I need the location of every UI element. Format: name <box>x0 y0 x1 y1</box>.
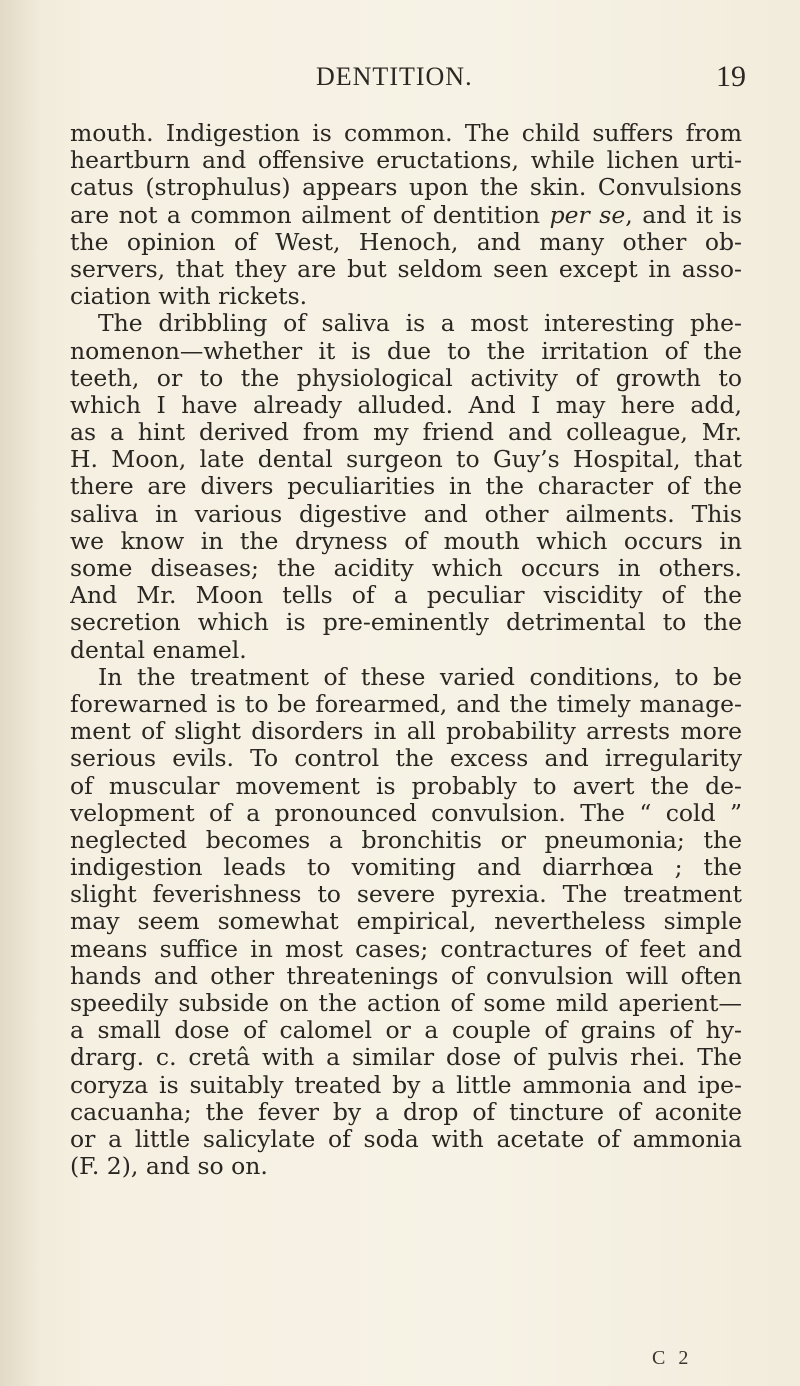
text-line: or a little salicylate of soda with acetate of ammonia <box>70 1125 742 1153</box>
text-line: some diseases; the acidity which occurs in others. <box>70 555 742 582</box>
text-line: In the treatment of these varied conditions, to be <box>98 663 742 691</box>
text-line: hands and other threatenings of convulsion will often <box>70 962 742 990</box>
text-line: catus (strophulus) appears upon the skin. Convulsions <box>70 174 742 202</box>
text-line: mouth. Indigestion is common. The child suffers from <box>70 120 742 147</box>
page-gutter-shadow <box>0 0 40 1386</box>
text-line: The dribbling of saliva is a most interesting phe- <box>98 310 742 338</box>
text-line: heartburn and offensive eructations, while lichen urti- <box>70 147 742 175</box>
signature-mark: C 2 <box>652 1347 693 1369</box>
running-head <box>0 60 800 100</box>
body-text <box>70 120 742 1180</box>
text-line: And Mr. Moon tells of a peculiar viscidity of the <box>70 582 742 610</box>
text-line: coryza is suitably treated by a little ammonia and ipe- <box>70 1071 742 1099</box>
text-line: means suffice in most cases; contractures of feet and <box>70 935 742 963</box>
text-line: drarg. c. cretâ with a similar dose of pulvis rhei. The <box>70 1044 742 1072</box>
text-line: forewarned is to be forearmed, and the timely manage- <box>70 690 742 718</box>
text-line: ciation with rickets. <box>70 283 308 311</box>
text-line: H. Moon, late dental surgeon to Guy’s Hospital, that <box>70 446 742 474</box>
text-line: speedily subside on the action of some mild aperient— <box>70 990 742 1017</box>
text-line: nomenon—whether it is due to the irritation of the <box>70 337 742 365</box>
italic-phrase: per se <box>549 201 626 229</box>
text-line: as a hint derived from my friend and colleague, Mr. <box>70 419 742 447</box>
text-line: (F. 2), and so on. <box>70 1153 268 1181</box>
text-line: may seem somewhat empirical, nevertheless simple <box>70 908 742 936</box>
text-line: dental enamel. <box>70 636 247 664</box>
text-line: are not a common ailment of dentition per se, and it is <box>70 201 742 229</box>
text-line: a small dose of calomel or a couple of grains of hy- <box>70 1017 742 1045</box>
text-line: neglected becomes a bronchitis or pneumonia; the <box>70 826 742 854</box>
text-line: we know in the dryness of mouth which occurs in <box>70 527 742 555</box>
text-line: there are divers peculiarities in the character of the <box>70 473 742 501</box>
text-line: teeth, or to the physiological activity of growth to <box>70 364 742 392</box>
text-line: the opinion of West, Henoch, and many other ob- <box>70 228 742 256</box>
text-line: secretion which is pre-eminently detrimental to the <box>70 609 742 637</box>
text-line: serious evils. To control the excess and irregularity <box>70 745 742 773</box>
text-line: of muscular movement is probably to avert the de- <box>70 772 742 800</box>
text-line: servers, that they are but seldom seen except in asso- <box>70 255 742 283</box>
text-line: saliva in various digestive and other ailments. This <box>70 500 742 528</box>
page-number: 19 <box>716 60 746 93</box>
text-line: cacuanha; the fever by a drop of tincture of aconite <box>70 1098 742 1126</box>
text-line: indigestion leads to vomiting and diarrhœa ; the <box>70 854 742 882</box>
text-line: slight feverishness to severe pyrexia. The treatment <box>70 881 742 909</box>
text-line: which I have already alluded. And I may here add, <box>70 391 742 419</box>
text-line: velopment of a pronounced convulsion. The “ cold ” <box>70 799 742 827</box>
text-line: ment of slight disorders in all probability arrests more <box>70 718 742 746</box>
running-title: DENTITION. <box>316 62 473 91</box>
